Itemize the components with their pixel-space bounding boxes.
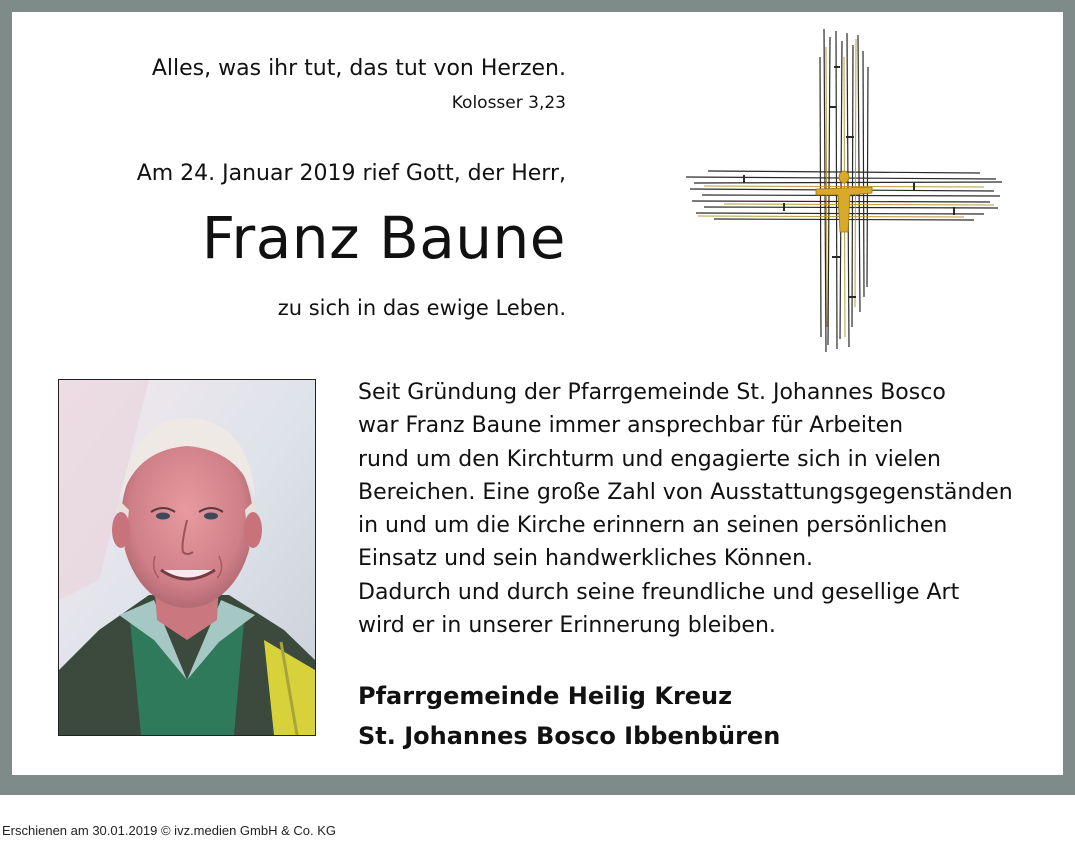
signature-parish: Pfarrgemeinde Heilig Kreuz bbox=[358, 682, 733, 710]
tribute-line: in und um die Kirche erinnern an seinen persönlichen bbox=[358, 513, 948, 539]
signature-location: St. Johannes Bosco Ibbenbüren bbox=[358, 722, 781, 750]
bible-reference: Kolosser 3,23 bbox=[451, 93, 566, 113]
tribute-line: Bereichen. Eine große Zahl von Ausstattungsgegenständen bbox=[358, 479, 1013, 505]
tribute-text bbox=[358, 376, 1048, 642]
tribute-line: wird er in unserer Erinnerung bleiben. bbox=[358, 613, 776, 639]
death-announcement: Am 24. Januar 2019 rief Gott, der Herr, bbox=[136, 161, 566, 186]
tribute-line: rund um den Kirchturm und engagierte sich in vielen bbox=[358, 446, 941, 472]
obituary-card bbox=[12, 12, 1063, 775]
tribute-line: Einsatz und sein handwerkliches Können. bbox=[358, 546, 814, 572]
bible-quote: Alles, was ihr tut, das tut von Herzen. bbox=[151, 56, 566, 81]
tribute-line: war Franz Baune immer ansprechbar für Arbeiten bbox=[358, 413, 904, 439]
publication-footer: Erschienen am 30.01.2019 © ivz.medien GmbH & Co. KG bbox=[2, 823, 337, 838]
tribute-line: Dadurch und durch seine freundliche und gesellige Art bbox=[358, 579, 960, 605]
cross-icon bbox=[684, 27, 1004, 361]
closing-phrase: zu sich in das ewige Leben. bbox=[277, 296, 566, 320]
portrait-photo bbox=[58, 379, 316, 736]
tribute-line: Seit Gründung der Pfarrgemeinde St. Johannes Bosco bbox=[358, 380, 946, 405]
deceased-name: Franz Baune bbox=[201, 204, 566, 272]
